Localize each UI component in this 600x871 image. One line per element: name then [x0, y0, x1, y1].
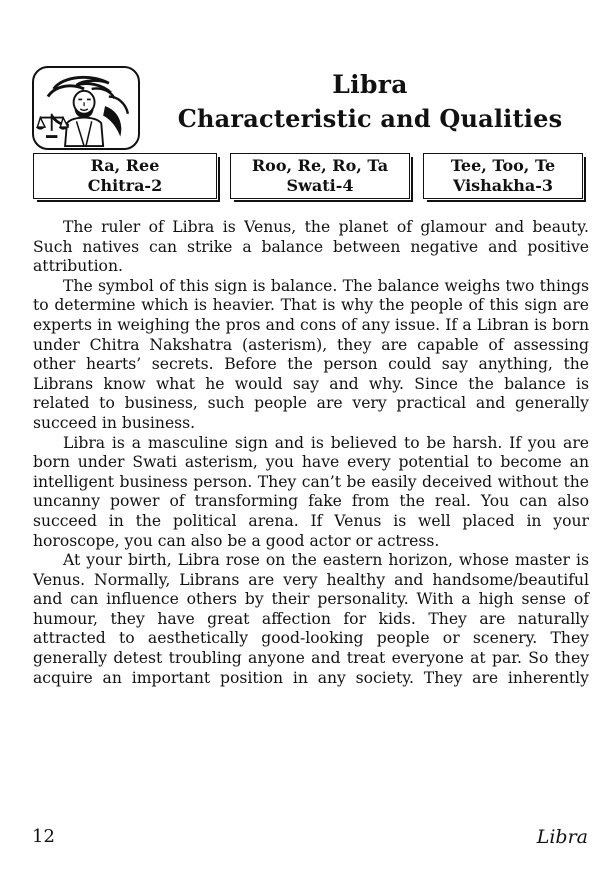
nakshatra-syllables: Roo, Re, Ro, Ta: [251, 156, 389, 175]
nakshatra-syllables: Tee, Too, Te: [450, 156, 556, 175]
nakshatra-name: Vishakha-3: [452, 176, 554, 195]
libra-emblem-icon: [32, 66, 140, 150]
section-title: Characteristic and Qualities: [177, 104, 563, 133]
paragraph: The ruler of Libra is Venus, the planet of glamour and beauty. Such natives can strike a balance between negative and positive attribution.: [33, 218, 589, 276]
sign-title: Libra: [332, 70, 408, 99]
paragraph: Libra is a masculine sign and is believed to be harsh. If you are born under Swati asterism, you have every potential to become an intelligent business person. They can’t be easily deceived without the uncanny power of transforming fake from the real. You can also succeed in the political arena. If Venus is well placed in your horoscope, you can also be a good actor or actress.: [33, 433, 589, 550]
nakshatra-box-vishakha: [423, 153, 583, 199]
nakshatra-boxes: [33, 153, 588, 199]
nakshatra-syllables: Ra, Ree: [90, 156, 160, 175]
nakshatra-box-chitra: [33, 153, 217, 199]
body-text: [33, 218, 589, 688]
paragraph: At your birth, Libra rose on the eastern horizon, whose master is Venus. Normally, Librans are very healthy and handsome/beautiful and can influence others by their personality. With a high sense of humour, they have great affection for kids. They are naturally attracted to aesthetically good-looking people or scenery. They generally detest troubling anyone and treat everyone at par. So they acquire an important position in any society. They are inherently: [33, 551, 589, 687]
libra-emblem-drawing: [34, 68, 138, 148]
nakshatra-name: Swati-4: [286, 176, 354, 195]
nakshatra-name: Chitra-2: [87, 176, 163, 195]
title-block: [150, 68, 590, 136]
paragraph: The symbol of this sign is balance. The balance weighs two things to determine which is heavier. That is why the people of this sign are experts in weighing the pros and cons of any issue. If a Libran is born under Chitra Nakshatra (asterism), they are capable of assessing other hearts’ secrets. Before the person could say anything, the Librans know what he would say and why. Since the balance is related to business, such people are very practical and generally succeed in business.: [33, 276, 589, 432]
page-number: 12: [32, 826, 55, 847]
nakshatra-box-swati: [230, 153, 410, 199]
running-head: Libra: [536, 826, 588, 848]
